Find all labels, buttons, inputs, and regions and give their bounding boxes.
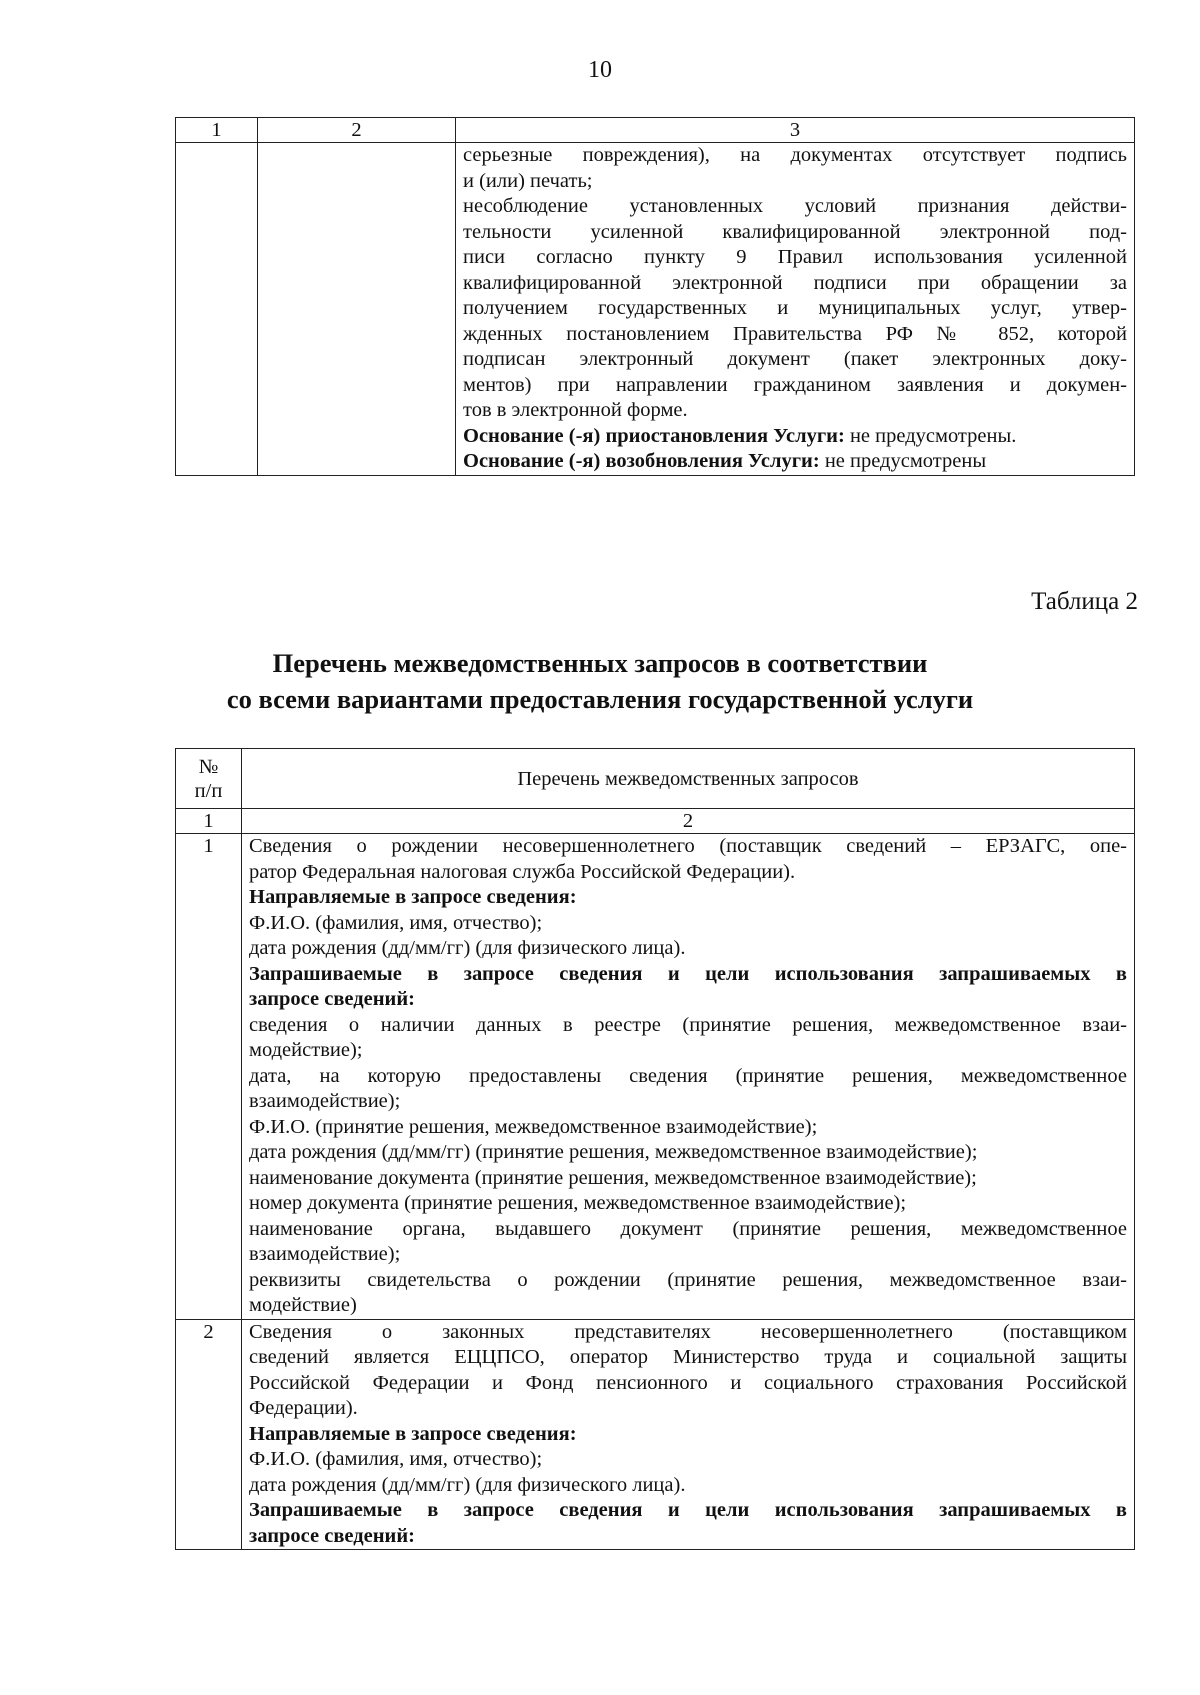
text-line: модействие) (249, 1294, 357, 1316)
text-line: дата рождения (дд/мм/гг) (для физического лица). (249, 937, 686, 959)
page-number: 10 (588, 57, 612, 83)
text-line: Российской Федерации и Фонд пенсионного и социального страхования Российской (249, 1371, 1127, 1394)
header-cell-1: 1 (176, 118, 258, 143)
resume-label: Основание (-я) возобновления Услуги: (463, 450, 820, 472)
subheader-cell-1: 1 (176, 809, 242, 834)
text-line: сведения о наличии данных в реестре (принятие решения, межведомственное взаи- (249, 1013, 1127, 1036)
table-header-row (176, 118, 1135, 143)
text-line: модействие); (249, 1039, 363, 1061)
text-line: дата рождения (дд/мм/гг) (для физического лица). (249, 1473, 686, 1496)
text-line: ратор Федеральная налоговая служба Российской Федерации). (249, 860, 796, 883)
row-number: 1 (176, 834, 242, 1320)
row-content (242, 1319, 1135, 1550)
text-line: Ф.И.О. (принятие решения, межведомственное взаимодействие); (249, 1115, 818, 1138)
text-line: серьезные повреждения), на документах отсутствует подпись (463, 144, 1127, 166)
resume-value: не предусмотрены (819, 450, 987, 472)
requested-heading: запросе сведений: (249, 988, 415, 1010)
table-row (176, 1319, 1135, 1550)
header-cell-2: 2 (258, 118, 456, 143)
suspend-label: Основание (-я) приостановления Услуги: (463, 424, 845, 447)
text-line: и (или) печать; (463, 169, 593, 192)
text-line: тельности усиленной квалифицированной электронной под- (463, 220, 1127, 243)
header-cell-3: 3 (456, 118, 1135, 143)
text-line: Ф.И.О. (фамилия, имя, отчество); (249, 1448, 543, 1470)
text-line: Сведения о рождении несовершеннолетнего (поставщик сведений – ЕРЗАГС, опе- (249, 835, 1127, 857)
text-line: номер документа (принятие решения, межведомственное взаимодействие); (249, 1192, 907, 1214)
sent-heading: Направляемые в запросе сведения: (249, 1422, 577, 1445)
text-line: наименование органа, выдавшего документ (принятие решения, межведомственное (249, 1217, 1127, 1240)
text-line: тов в электронной форме. (463, 399, 688, 421)
text-line: ментов) при направлении гражданином заявления и докумен- (463, 373, 1127, 396)
text-line: квалифицированной электронной подписи при обращении за (463, 271, 1127, 294)
text-line: сведений является ЕЦЦПСО, оператор Министерство труда и социальной защиты (249, 1346, 1127, 1368)
requested-heading: Запрашиваемые в запросе сведения и цели использования запрашиваемых в (249, 962, 1127, 985)
header-number: № п/п (176, 749, 242, 809)
table-caption: Таблица 2 (1031, 588, 1138, 615)
section-title (0, 645, 1200, 717)
requested-heading: Запрашиваемые в запросе сведения и цели использования запрашиваемых в (249, 1499, 1127, 1521)
table-row (176, 834, 1135, 1320)
text-line: Ф.И.О. (фамилия, имя, отчество); (249, 911, 543, 934)
text-line: взаимодействие); (249, 1243, 401, 1265)
text-line: дата рождения (дд/мм/гг) (принятие решения, межведомственное взаимодействие); (249, 1141, 978, 1163)
subheader-cell-2: 2 (242, 809, 1135, 834)
text-line: жденных постановлением Правительства РФ № 852, которой (463, 322, 1127, 345)
row-number: 2 (176, 1319, 242, 1550)
continued-table (175, 117, 1135, 476)
row-content (242, 834, 1135, 1320)
text-line: Сведения о законных представителях несовершеннолетнего (поставщиком (249, 1320, 1127, 1343)
text-line: получением государственных и муниципальных услуг, утвер- (463, 297, 1127, 319)
text-line: наименование документа (принятие решения, межведомственное взаимодействие); (249, 1166, 977, 1189)
table-subheader-row (176, 809, 1135, 834)
table-row (176, 143, 1135, 476)
table-header-row (176, 749, 1135, 809)
text-line: подписан электронный документ (пакет электронных доку- (463, 348, 1127, 370)
resume-basis (463, 449, 1127, 475)
requested-heading: запросе сведений: (249, 1524, 415, 1547)
header-list: Перечень межведомственных запросов (242, 749, 1135, 809)
sent-heading: Направляемые в запросе сведения: (249, 886, 577, 908)
table-cell-empty (176, 143, 258, 476)
requests-table (175, 748, 1135, 1550)
suspend-value: не предусмотрены. (844, 424, 1017, 447)
text-line: несоблюдение установленных условий признания действи- (463, 195, 1127, 217)
table-cell-text (456, 143, 1135, 476)
text-line: дата, на которую предоставлены сведения (принятие решения, межведомственное (249, 1064, 1127, 1087)
suspend-basis (463, 424, 1127, 450)
table-cell-empty (258, 143, 456, 476)
text-line: писи согласно пункту 9 Правил использования усиленной (463, 246, 1127, 268)
title-line: со всеми вариантами предоставления государственной услуги (226, 684, 974, 714)
text-line: взаимодействие); (249, 1090, 401, 1112)
text-line: реквизиты свидетельства о рождении (принятие решения, межведомственное взаи- (249, 1268, 1127, 1291)
title-line: Перечень межведомственных запросов в соответствии (272, 648, 928, 678)
text-line: Федерации). (249, 1397, 358, 1419)
